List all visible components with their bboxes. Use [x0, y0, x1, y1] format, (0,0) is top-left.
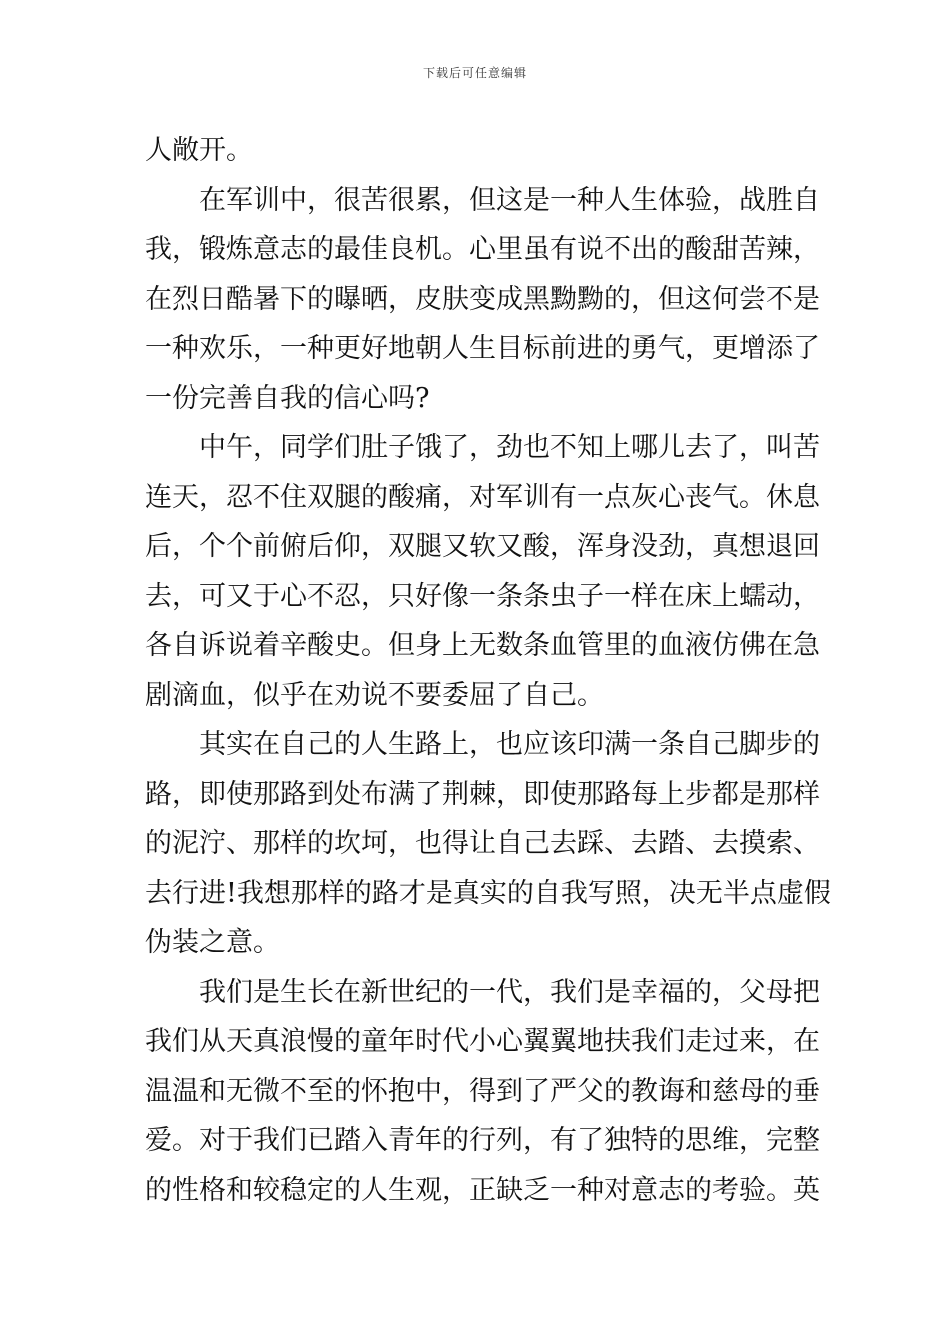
text-line: 去，可又于心不忍，只好像一条条虫子一样在床上蠕动，: [145, 580, 820, 612]
text-line: 人敞开。: [145, 135, 253, 166]
text-line: 一种欢乐，一种更好地朝人生目标前进的勇气，更增添了: [145, 333, 820, 364]
document-body: [145, 126, 831, 1215]
text-line: 我，锻炼意志的最佳良机。心里虽有说不出的酸甜苦辣，: [145, 234, 820, 265]
page-header: 下载后可任意编辑: [422, 66, 527, 80]
text-line: 一份完善自我的信心吗?: [145, 382, 430, 414]
text-line: 爱。对于我们已踏入青年的行列，有了独特的思维，完整: [145, 1125, 820, 1156]
text-line: 去行进!我想那样的路才是真实的自我写照，决无半点虚假: [145, 877, 831, 909]
text-line: 的性格和较稳定的人生观，正缺乏一种对意志的考验。英: [145, 1174, 820, 1206]
text-line: 温温和无微不至的怀抱中，得到了严父的教诲和慈母的垂: [145, 1075, 820, 1107]
text-line: 连天，忍不住双腿的酸痛，对军训有一点灰心丧气。休息: [145, 481, 820, 513]
text-line: 的泥泞、那样的坎坷，也得让自己去踩、去踏、去摸索、: [145, 828, 820, 859]
text-line: 中午，同学们肚子饿了，劲也不知上哪儿去了，叫苦: [199, 432, 820, 463]
text-line: 在烈日酷暑下的曝晒，皮肤变成黑黝黝的，但这何尝不是: [145, 283, 820, 315]
text-line: 路，即使那路到处布满了荆棘，即使那路每上步都是那样: [145, 778, 820, 810]
text-line: 我们从天真浪慢的童年时代小心翼翼地扶我们走过来，在: [145, 1026, 820, 1057]
text-line: 其实在自己的人生路上，也应该印满一条自己脚步的: [199, 729, 820, 760]
text-line: 我们是生长在新世纪的一代，我们是幸福的，父母把: [199, 976, 820, 1008]
text-line: 后，个个前俯后仰，双腿又软又酸，浑身没劲，真想退回: [145, 531, 820, 562]
text-line: 在军训中，很苦很累，但这是一种人生体验，战胜自: [199, 184, 820, 216]
text-line: 各自诉说着辛酸史。但身上无数条血管里的血液仿佛在急: [145, 630, 820, 661]
text-line: 伪装之意。: [145, 927, 280, 958]
text-line: 剧滴血，似乎在劝说不要委屈了自己。: [145, 679, 604, 711]
